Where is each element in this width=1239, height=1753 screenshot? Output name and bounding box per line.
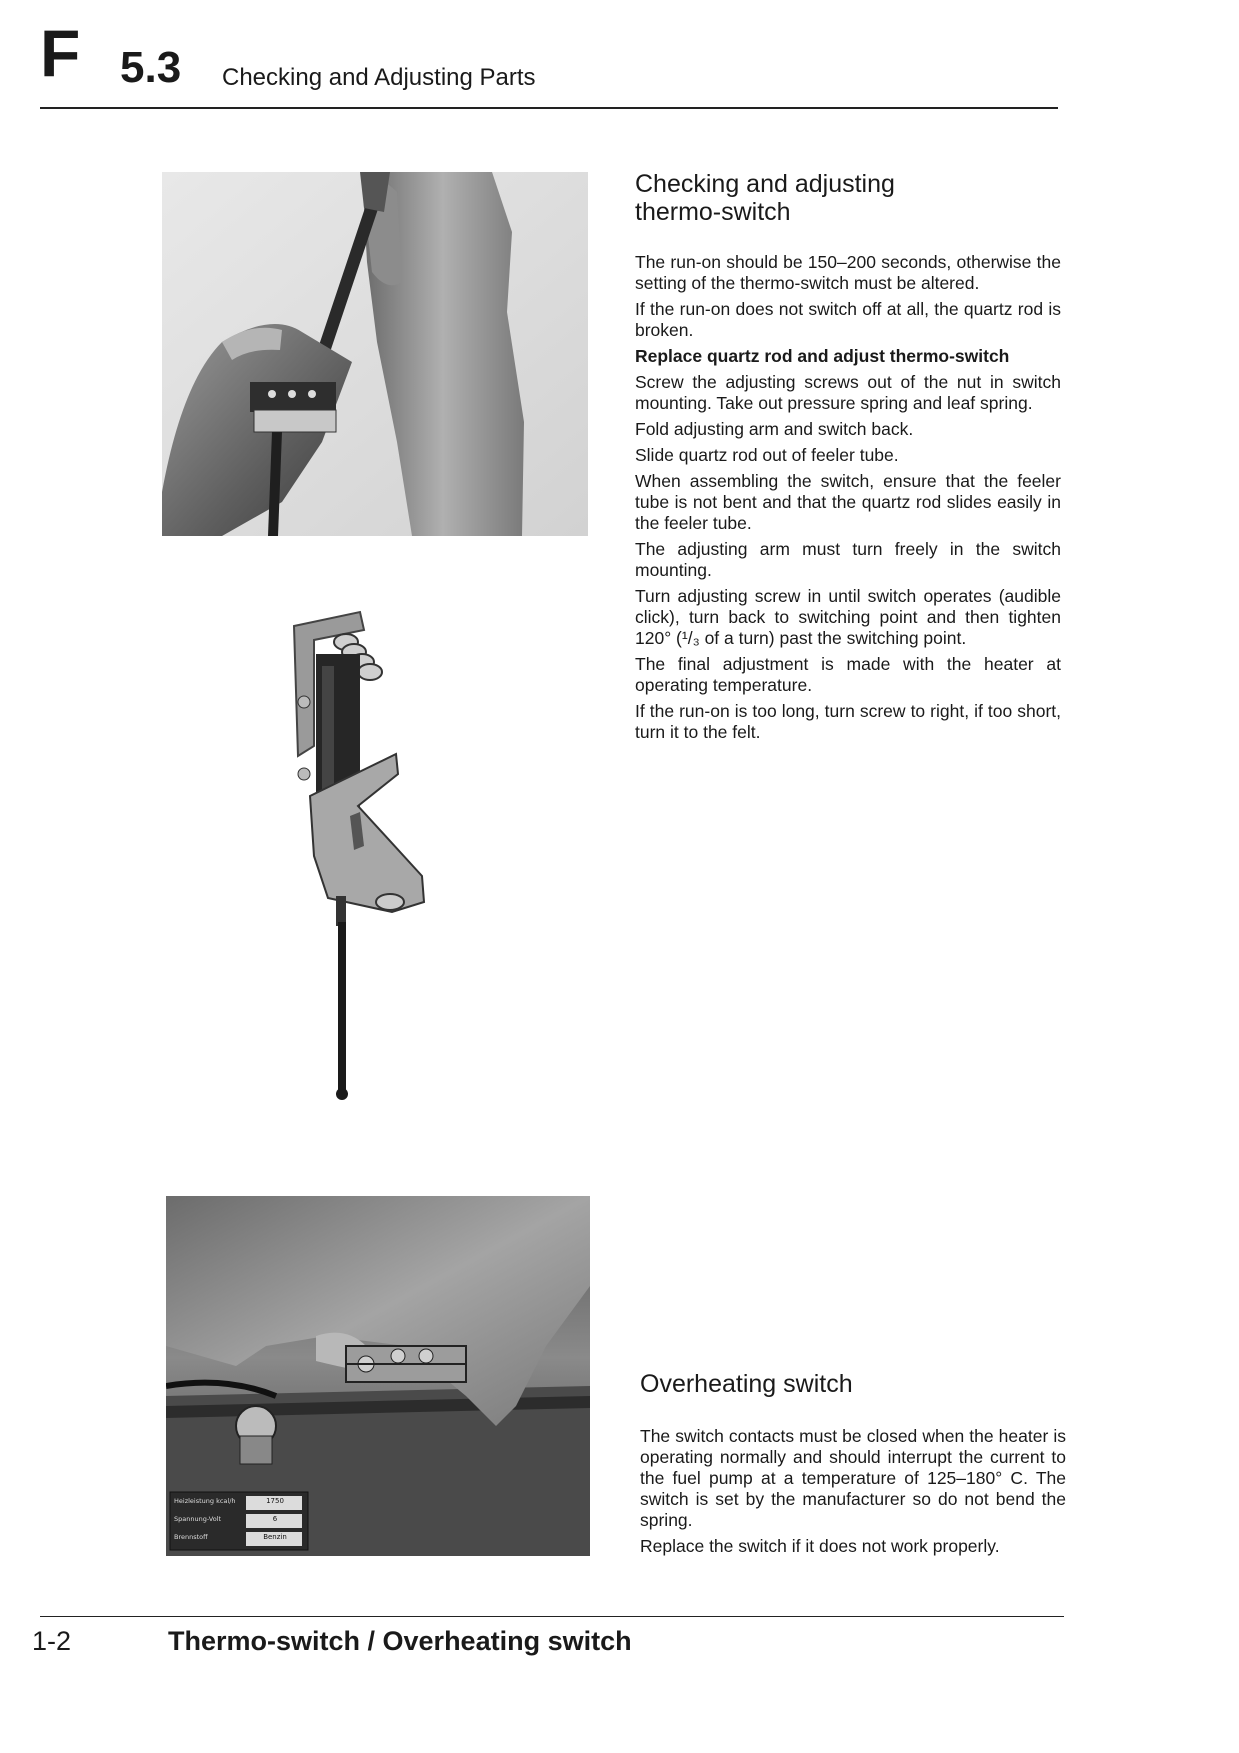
paragraph: If the run-on is too long, turn screw to right, if too short, turn it to the felt. — [635, 701, 1061, 742]
nameplate-row: Brennstoff — [174, 1533, 208, 1541]
paragraph: The final adjustment is made with the heater at operating temperature. — [635, 654, 1061, 695]
paragraph: The run-on should be 150–200 seconds, otherwise the setting of the thermo-switch must be altered. — [635, 252, 1061, 293]
photo-overheating-switch — [166, 1196, 590, 1556]
header-rule — [40, 107, 1058, 109]
paragraph: Slide quartz rod out of feeler tube. — [635, 445, 899, 465]
paragraph: Screw the adjusting screws out of the nut in switch mounting. Take out pressure spring and leaf spring. — [635, 372, 1061, 413]
footer-title: Thermo-switch / Overheating switch — [168, 1626, 632, 1656]
section-heading-thermo-switch — [635, 170, 895, 226]
section-heading-overheating-switch: Overheating switch — [640, 1370, 853, 1398]
paragraph: The adjusting arm must turn freely in the switch mounting. — [635, 539, 1061, 580]
paragraph: Fold adjusting arm and switch back. — [635, 419, 914, 439]
page-title: Checking and Adjusting Parts — [222, 64, 536, 91]
nameplate-value: 1750 — [266, 1497, 284, 1505]
section-number: 5.3 — [120, 43, 182, 92]
page-number: 1-2 — [32, 1626, 72, 1656]
overheating-switch-instructions — [640, 1426, 1066, 1562]
photo-adjusting-thermo-switch — [162, 172, 588, 536]
paragraph: The switch contacts must be closed when the heater is operating normally and should interrupt the current to the fuel pump at a temperature of 125–180° C. The switch is set by the manufacturer so do not bend the spring. — [640, 1426, 1066, 1530]
paragraph: When assembling the switch, ensure that the feeler tube is not bent and that the quartz rod slides easily in the feeler tube. — [635, 471, 1061, 533]
paragraph: If the run-on does not switch off at all, the quartz rod is broken. — [635, 299, 1061, 340]
photo-thermo-switch-assembly — [288, 606, 472, 1104]
nameplate-row: Spannung-Volt — [174, 1515, 222, 1523]
paragraph: Turn adjusting screw in until switch operates (audible click), turn back to switching point and then tighten 120° (¹/₃ of a turn) past the switching point. — [635, 586, 1061, 648]
nameplate-row: Heizleistung kcal/h — [174, 1497, 236, 1505]
paragraph: Replace the switch if it does not work properly. — [640, 1536, 1000, 1556]
footer-rule — [40, 1616, 1064, 1617]
nameplate-value: Benzin — [263, 1533, 287, 1541]
nameplate-value: 6 — [272, 1515, 278, 1523]
thermo-switch-instructions — [635, 252, 1061, 748]
nameplate — [172, 1494, 308, 1550]
subheading-replace-quartz-rod: Replace quartz rod and adjust thermo-switch — [635, 346, 1010, 366]
section-letter: F — [40, 16, 80, 90]
heading-line: Checking and adjusting — [635, 170, 895, 198]
heading-line: thermo-switch — [635, 198, 791, 226]
